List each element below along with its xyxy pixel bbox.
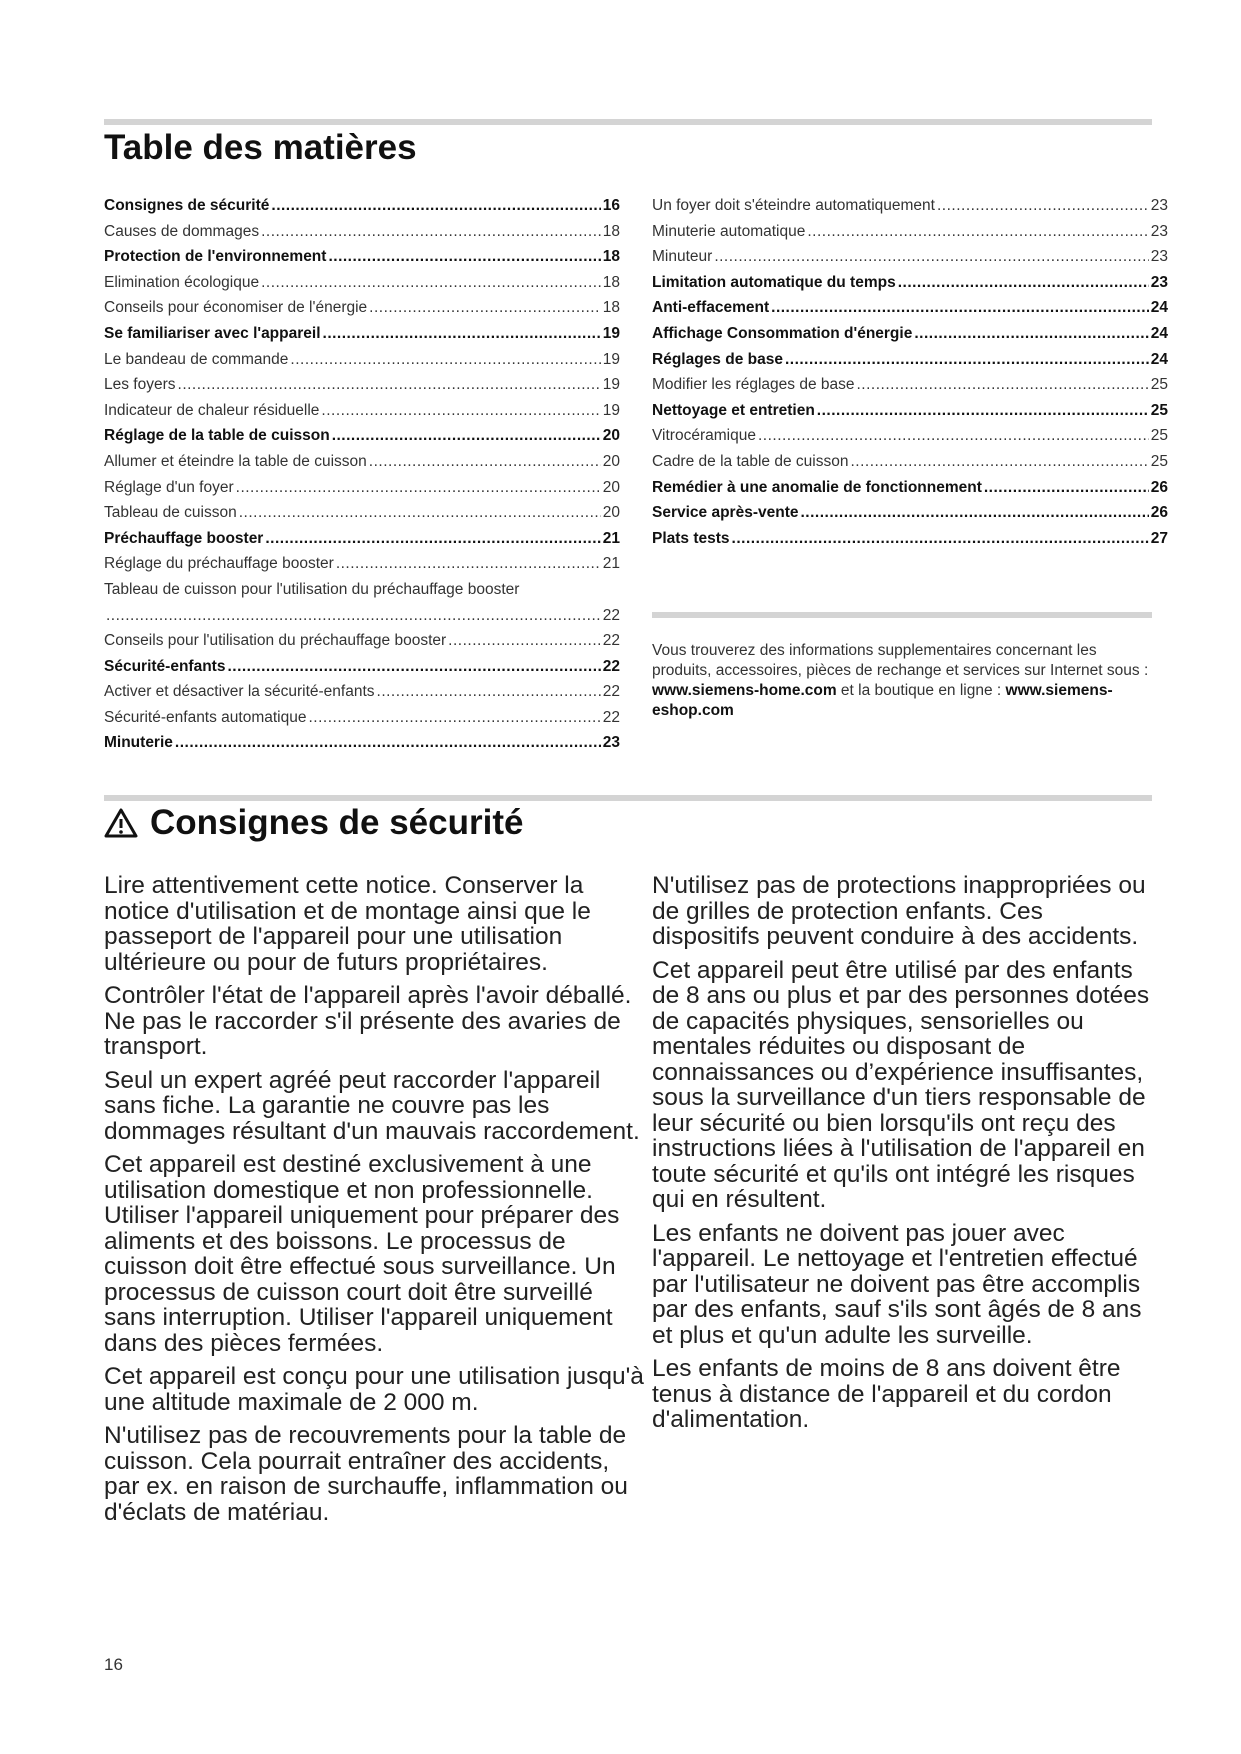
toc-entry[interactable] xyxy=(652,500,1168,526)
toc-entry-title: Conseils pour économiser de l'énergie xyxy=(104,299,368,317)
toc-entry-title: Allumer et éteindre la table de cuisson xyxy=(104,452,367,470)
toc-entry-page: 18 xyxy=(602,222,620,240)
toc-entry-page: 23 xyxy=(1150,273,1168,291)
toc-entry[interactable] xyxy=(104,705,620,731)
toc-entry-title: Tableau de cuisson pour l'utilisation du préchauffage booster xyxy=(104,580,520,598)
toc-entry-title: Plats tests xyxy=(652,529,730,547)
toc-entry[interactable] xyxy=(652,449,1168,475)
toc-entry-page: 24 xyxy=(1150,324,1168,342)
toc-entry-page: 18 xyxy=(602,299,620,317)
toc-entry-page: 23 xyxy=(1150,197,1168,214)
toc-entry[interactable] xyxy=(652,244,1168,270)
toc-entry-title: Activer et désactiver la sécurité-enfants xyxy=(104,683,375,701)
toc-entry-title: Modifier les réglages de base xyxy=(652,376,855,394)
safety-title: Consignes de sécurité xyxy=(150,803,524,842)
toc-entry-page: 25 xyxy=(1150,376,1168,394)
toc-entry-page: 19 xyxy=(602,401,620,419)
safety-paragraph: Cet appareil est destiné exclusivement à une utilisation domestique et non professionnelle. Utiliser l'appareil uniquement pour préparer des aliments et des boissons. Le processus de cuisson doit être effectué sous surveillance. Un processus de cuisson court doit être surveillé sans interruption. Utiliser l'appareil uniquement dans des pièces fermées. xyxy=(104,1151,620,1357)
toc-entry[interactable] xyxy=(652,193,1168,219)
safety-left-column xyxy=(104,873,644,1533)
toc-entry[interactable] xyxy=(104,475,620,501)
toc-entry-page: 23 xyxy=(602,734,620,752)
safety-rule xyxy=(104,795,1152,801)
toc-entry[interactable] xyxy=(652,347,1168,373)
toc-entry-page: 24 xyxy=(1150,299,1168,317)
top-rule xyxy=(104,119,1152,125)
toc-entry[interactable] xyxy=(104,628,620,654)
safety-right-column xyxy=(652,873,1152,1441)
toc-entry-title: Indicateur de chaleur résiduelle xyxy=(104,401,320,419)
safety-paragraph: N'utilisez pas de recouvrements pour la table de cuisson. Cela pourrait entraîner des accidents, par ex. en raison de surchauffe, inflammation ou d'éclats de matériau. xyxy=(104,1422,628,1526)
toc-entry-page: 26 xyxy=(1150,504,1168,522)
toc-entry[interactable] xyxy=(104,398,620,424)
toc-entry-title: Causes de dommages xyxy=(104,222,260,240)
toc-entry-title: Tableau de cuisson xyxy=(104,504,237,522)
toc-entry-title: Consignes de sécurité xyxy=(104,197,270,214)
toc-entry[interactable] xyxy=(104,372,620,398)
safety-paragraph: N'utilisez pas de protections inappropriées ou de grilles de protection enfants. Ces dispositifs peuvent conduire à des accidents. xyxy=(652,872,1146,950)
toc-entry-page: 19 xyxy=(602,324,620,342)
toc-entry[interactable] xyxy=(104,679,620,705)
toc-entry[interactable] xyxy=(104,449,620,475)
toc-entry-page: 20 xyxy=(602,452,620,470)
toc-entry[interactable] xyxy=(104,193,620,219)
safety-paragraph: Cet appareil peut être utilisé par des enfants de 8 ans ou plus et par des personnes dotées de capacités physiques, sensorielles ou mentales réduites ou disposant de connaissances ou d’expérience insuffisantes, sous la surveillance d'un tiers responsable de leur sécurité ou bien lorsqu'ils ont reçu des instructions liées à l'utilisation de l'appareil en toute sécurité et qu'ils ont intégré les risques qui en résultent. xyxy=(652,956,1150,1213)
toc-entry-page: 16 xyxy=(602,197,620,214)
toc-entry[interactable] xyxy=(104,219,620,245)
toc-entry-page: 23 xyxy=(1150,222,1168,240)
toc-entry-page: 27 xyxy=(1150,529,1168,547)
safety-paragraph: Cet appareil est conçu pour une utilisation jusqu'à une altitude maximale de 2 000 m. xyxy=(104,1363,644,1416)
toc-entry-title: Sécurité-enfants automatique xyxy=(104,708,307,726)
toc-entry[interactable] xyxy=(104,321,620,347)
toc-left-column xyxy=(104,193,620,756)
toc-entry[interactable] xyxy=(104,244,620,270)
toc-entry-title: Réglage d'un foyer xyxy=(104,478,234,496)
toc-entry-page: 25 xyxy=(1150,452,1168,470)
toc-entry-page: 21 xyxy=(602,529,620,547)
toc-entry-title: Service après-vente xyxy=(652,504,799,522)
toc-entry-page: 25 xyxy=(1150,401,1168,419)
toc-entry-page: 26 xyxy=(1150,478,1168,496)
toc-entry-title: Conseils pour l'utilisation du préchauffage booster xyxy=(104,632,447,650)
toc-entry-title: Limitation automatique du temps xyxy=(652,273,896,291)
toc-entry-page: 20 xyxy=(602,504,620,522)
toc-entry-title: Remédier à une anomalie de fonctionnement xyxy=(652,478,982,496)
safety-paragraph: Contrôler l'état de l'appareil après l'avoir déballé. Ne pas le raccorder s'il présente des avaries de transport. xyxy=(104,982,632,1060)
toc-entry-page: 22 xyxy=(602,708,620,726)
toc-entry-title: Affichage Consommation d'énergie xyxy=(652,324,913,342)
toc-right-column xyxy=(652,193,1168,551)
toc-entry[interactable] xyxy=(104,500,620,526)
toc-entry-title: Anti-effacement xyxy=(652,299,770,317)
toc-entry-page: 22 xyxy=(602,683,620,701)
toc-entry-title: Minuterie xyxy=(104,734,173,752)
warning-icon xyxy=(104,807,138,839)
toc-entry[interactable] xyxy=(652,295,1168,321)
toc-entry-page: 22 xyxy=(602,606,620,624)
toc-entry-title: Se familiariser avec l'appareil xyxy=(104,324,321,342)
toc-entry-page: 22 xyxy=(602,632,620,650)
toc-entry-title: Protection de l'environnement xyxy=(104,248,327,266)
toc-entry[interactable] xyxy=(652,526,1168,552)
toc-entry[interactable] xyxy=(104,654,620,680)
toc-entry[interactable] xyxy=(652,219,1168,245)
toc-entry-title: Sécurité-enfants xyxy=(104,657,226,675)
safety-paragraph: Seul un expert agréé peut raccorder l'appareil sans fiche. La garantie ne couvre pas les dommages résultant d'un mauvais raccordement. xyxy=(104,1066,640,1145)
safety-paragraph: Les enfants de moins de 8 ans doivent être tenus à distance de l'appareil et du cordon d'alimentation. xyxy=(652,1355,1121,1433)
toc-entry[interactable] xyxy=(104,551,620,577)
toc-entry-title: Minuteur xyxy=(652,248,713,266)
toc-entry-page: 23 xyxy=(1150,248,1168,266)
toc-entry-title: Préchauffage booster xyxy=(104,529,264,547)
toc-entry-page: 21 xyxy=(602,555,620,573)
toc-entry[interactable] xyxy=(104,347,620,373)
toc-entry-title: Le bandeau de commande xyxy=(104,350,289,368)
toc-title: Table des matières xyxy=(104,128,417,167)
toc-entry[interactable] xyxy=(104,295,620,321)
toc-entry-page: 22 xyxy=(602,657,620,675)
page-number: 16 xyxy=(104,1655,123,1674)
toc-entry-page: 25 xyxy=(1150,427,1168,445)
toc-entry-page: 19 xyxy=(602,350,620,368)
toc-entry-page: 24 xyxy=(1150,350,1168,368)
info-box: Vous trouverez des informations supplementaires concernant les produits, accessoires, pièces de rechange et services sur Internet sous : www.siemens-home.com et la boutique en ligne : www.siemens-eshop.com xyxy=(652,642,1149,719)
toc-entry[interactable] xyxy=(652,372,1168,398)
toc-entry[interactable] xyxy=(104,423,620,449)
toc-entry[interactable] xyxy=(652,423,1168,449)
safety-paragraph: Lire attentivement cette notice. Conserver la notice d'utilisation et de montage ainsi que le passeport de l'appareil pour une utilisation ultérieure ou pour de futurs propriétaires. xyxy=(104,872,591,976)
toc-entry[interactable] xyxy=(652,321,1168,347)
toc-entry-page: 18 xyxy=(602,273,620,291)
toc-entry-title: Nettoyage et entretien xyxy=(652,401,815,419)
safety-heading xyxy=(104,803,523,843)
toc-entry-title: Réglages de base xyxy=(652,350,783,368)
toc-entry-title: Cadre de la table de cuisson xyxy=(652,452,849,470)
safety-paragraph: Les enfants ne doivent pas jouer avec l'appareil. Le nettoyage et l'entretien effectué par l'utilisateur ne doivent pas être accomplis par des enfants, sauf s'ils sont âgés de 8 ans et plus et qu'un adulte les surveille. xyxy=(652,1219,1142,1349)
toc-entry-title: Elimination écologique xyxy=(104,273,260,291)
toc-entry[interactable] xyxy=(104,577,620,628)
toc-entry-title: Un foyer doit s'éteindre automatiquement xyxy=(652,197,935,214)
toc-entry-title: Réglage de la table de cuisson xyxy=(104,427,330,445)
toc-entry[interactable] xyxy=(104,730,620,756)
toc-entry-page: 19 xyxy=(602,376,620,394)
toc-entry[interactable] xyxy=(104,270,620,296)
toc-entry[interactable] xyxy=(104,526,620,552)
toc-entry-page: 18 xyxy=(602,248,620,266)
siemens-home-link[interactable]: www.siemens-home.com xyxy=(652,682,837,699)
toc-entry-title: Les foyers xyxy=(104,376,176,394)
toc-entry-page: 20 xyxy=(602,427,620,445)
toc-entry-page: 20 xyxy=(602,478,620,496)
toc-entry[interactable] xyxy=(652,270,1168,296)
toc-entry-title: Réglage du préchauffage booster xyxy=(104,555,334,573)
toc-entry-title: Vitrocéramique xyxy=(652,427,756,445)
siemens-eshop-link[interactable]: www.siemens-eshop.com xyxy=(652,682,1113,719)
info-rule xyxy=(652,612,1152,618)
toc-entry[interactable] xyxy=(652,398,1168,424)
toc-entry-title: Minuterie automatique xyxy=(652,222,806,240)
toc-entry[interactable] xyxy=(652,475,1168,501)
